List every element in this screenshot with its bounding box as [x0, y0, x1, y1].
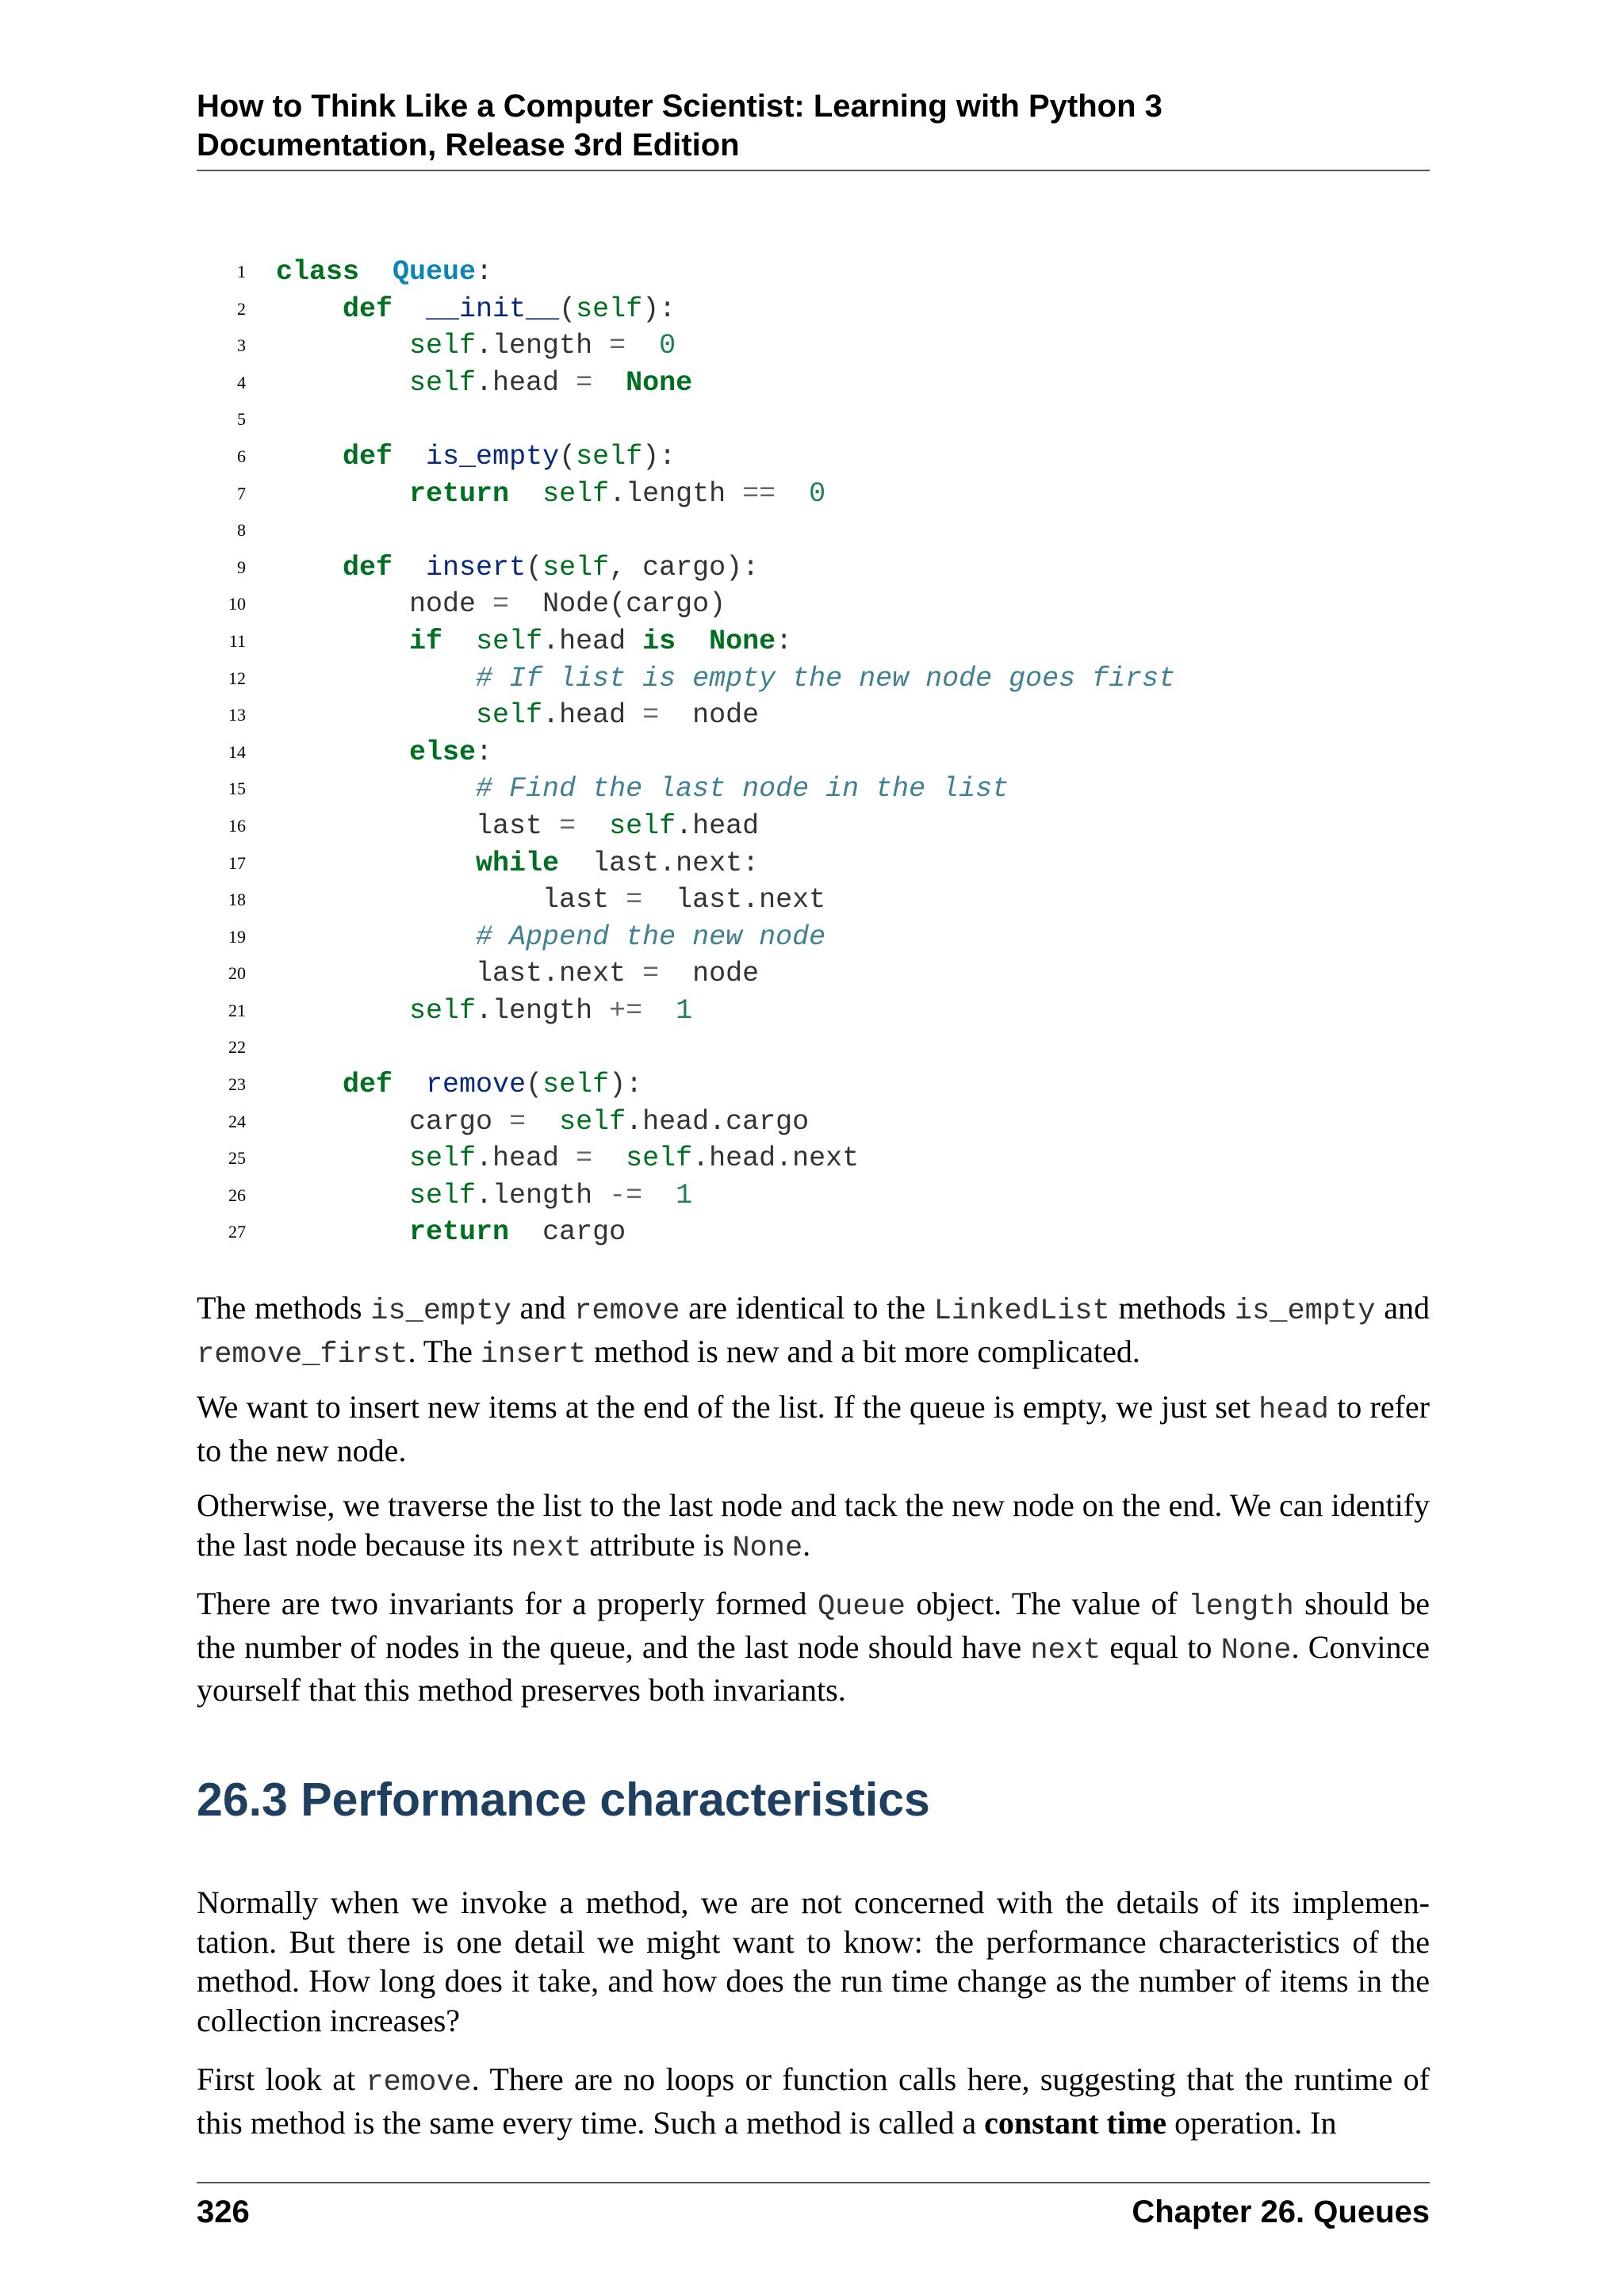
line-number: 22	[228, 1037, 246, 1058]
code-text: self.length = 0	[409, 330, 676, 362]
code-line	[197, 1104, 1430, 1141]
code-line	[197, 771, 1430, 808]
line-number: 14	[228, 741, 246, 762]
inline-code: is_empty	[370, 1295, 511, 1328]
code-line	[197, 512, 1430, 549]
code-line	[197, 291, 1430, 328]
code-text: last.next = node	[276, 958, 760, 990]
code-text: def insert(self, cargo):	[343, 551, 760, 584]
code-line	[197, 254, 1430, 291]
code-line	[197, 327, 1430, 365]
inline-code: LinkedList	[933, 1295, 1110, 1328]
line-number: 10	[228, 594, 246, 614]
paragraph-performance-intro: Normally when we invoke a method, we are not concerned with the details of its implemen-tation. But there is one detail we might want to know: the performance characteristics of the method. How long does it take, and how does the run time change as the number of items in the collection increases?	[197, 1885, 1430, 2038]
code-text: # If list is empty the new node goes first	[476, 662, 1176, 695]
code-text: last = self.head	[276, 809, 760, 842]
line-number: 20	[228, 963, 246, 984]
code-text: # Find the last node in the list	[476, 773, 1009, 806]
code-line	[197, 1029, 1430, 1066]
line-number: 9	[237, 557, 246, 577]
inline-code: head	[1258, 1394, 1329, 1427]
code-text: # Append the new node	[476, 920, 826, 953]
line-number: 3	[237, 335, 246, 356]
line-number: 16	[228, 815, 246, 836]
inline-code: remove_first	[197, 1337, 408, 1372]
line-number: 6	[237, 446, 246, 466]
line-number: 11	[228, 630, 246, 651]
line-number: 13	[228, 705, 246, 725]
line-number: 5	[237, 409, 246, 430]
code-line	[197, 1177, 1430, 1215]
line-number: 12	[228, 668, 246, 688]
code-text: self.head = None	[409, 366, 693, 399]
running-header-line-2: Documentation, Release 3rd Edition	[197, 128, 740, 163]
code-line	[197, 586, 1430, 623]
code-line	[197, 1066, 1430, 1104]
code-text: self.length += 1	[409, 994, 693, 1027]
paragraph-invariants: There are two invariants for a properly formed Queue object. The value of length should be the number of nodes in the queue, and the last node should have next equal to None. Convince yourself that this method preserves both invariants.	[197, 1586, 1431, 1708]
line-number: 1	[237, 262, 246, 281]
running-header	[197, 87, 1430, 165]
code-text: self.head = node	[476, 699, 760, 732]
code-text: node = Node(cargo)	[276, 588, 726, 621]
inline-code: None	[1220, 1633, 1292, 1667]
code-line	[197, 660, 1430, 698]
code-text: if self.head is None:	[409, 625, 793, 657]
line-number: 18	[228, 890, 246, 910]
inline-code: is_empty	[1234, 1295, 1376, 1328]
code-text: def __init__(self):	[343, 293, 676, 325]
line-number: 19	[228, 926, 246, 947]
code-line	[197, 734, 1430, 771]
code-line	[197, 882, 1430, 919]
paragraph-traverse: Otherwise, we traverse the list to the last node and tack the new node on the end. We can identify the last node because its next attribute is None.	[197, 1487, 1430, 1565]
code-text: while last.next:	[476, 847, 760, 879]
inline-code: next	[1030, 1633, 1101, 1667]
code-text: def is_empty(self):	[343, 440, 676, 473]
section-heading: 26.3 Performance characteristics	[197, 1774, 930, 1826]
code-text: def remove(self):	[343, 1069, 643, 1101]
code-line	[197, 438, 1430, 476]
code-line	[197, 955, 1430, 993]
running-header-line-1: How to Think Like a Computer Scientist: Learning with Python 3	[197, 89, 1162, 124]
inline-code: Queue	[817, 1590, 906, 1624]
emphasis-term: constant time	[984, 2104, 1167, 2141]
line-number: 15	[228, 779, 246, 799]
line-number: 21	[228, 1000, 246, 1020]
line-number: 4	[237, 372, 246, 392]
page-number: 326	[197, 2195, 250, 2229]
inline-code: length	[1188, 1590, 1294, 1624]
inline-code: insert	[480, 1337, 587, 1372]
code-line	[197, 993, 1430, 1030]
footer-chapter-title: Chapter 26. Queues	[1132, 2195, 1430, 2229]
code-text: self.head = self.head.next	[409, 1142, 860, 1175]
line-number: 25	[228, 1148, 246, 1169]
code-text: class Queue:	[276, 256, 493, 288]
code-line	[197, 623, 1430, 660]
paragraph-methods-comparison: The methods is_empty and remove are identical to the LinkedList methods is_empty and remove_first. The insert method is new and a bit more complicated.	[197, 1290, 1430, 1372]
code-line	[197, 697, 1430, 734]
line-number: 26	[228, 1184, 246, 1205]
code-line	[197, 1214, 1430, 1251]
code-line	[197, 476, 1430, 513]
code-line	[197, 401, 1430, 438]
line-number: 7	[237, 483, 246, 503]
inline-code: remove	[366, 2066, 472, 2099]
code-text: cargo = self.head.cargo	[276, 1105, 810, 1138]
code-line	[197, 365, 1430, 402]
code-text: last = last.next	[276, 884, 826, 916]
header-rule	[197, 170, 1430, 171]
code-listing	[197, 254, 1430, 1251]
footer-rule	[197, 2182, 1430, 2183]
inline-code: next	[511, 1531, 582, 1565]
code-line	[197, 919, 1430, 956]
line-number: 27	[228, 1222, 246, 1242]
inline-code: None	[732, 1531, 803, 1565]
line-number: 8	[237, 520, 246, 541]
paragraph-insert-end: We want to insert new items at the end of the list. If the queue is empty, we just set head to refer to the new node.	[197, 1389, 1430, 1468]
inline-code: remove	[574, 1295, 680, 1328]
code-line	[197, 549, 1430, 587]
line-number: 2	[237, 298, 246, 319]
line-number: 17	[228, 852, 246, 873]
paragraph-remove-constant-time: First look at remove. There are no loops or function calls here, suggesting that the runtime of this method is the same every time. Such a method is called a constant time operation. In	[197, 2061, 1430, 2141]
code-line	[197, 808, 1430, 845]
line-number: 24	[228, 1111, 246, 1131]
code-line	[197, 845, 1430, 882]
code-text: self.length -= 1	[409, 1179, 693, 1211]
code-text: return self.length == 0	[409, 477, 826, 510]
code-line	[197, 1140, 1430, 1177]
code-text: else:	[409, 736, 493, 768]
line-number: 23	[228, 1074, 246, 1095]
code-text: return cargo	[409, 1216, 626, 1249]
